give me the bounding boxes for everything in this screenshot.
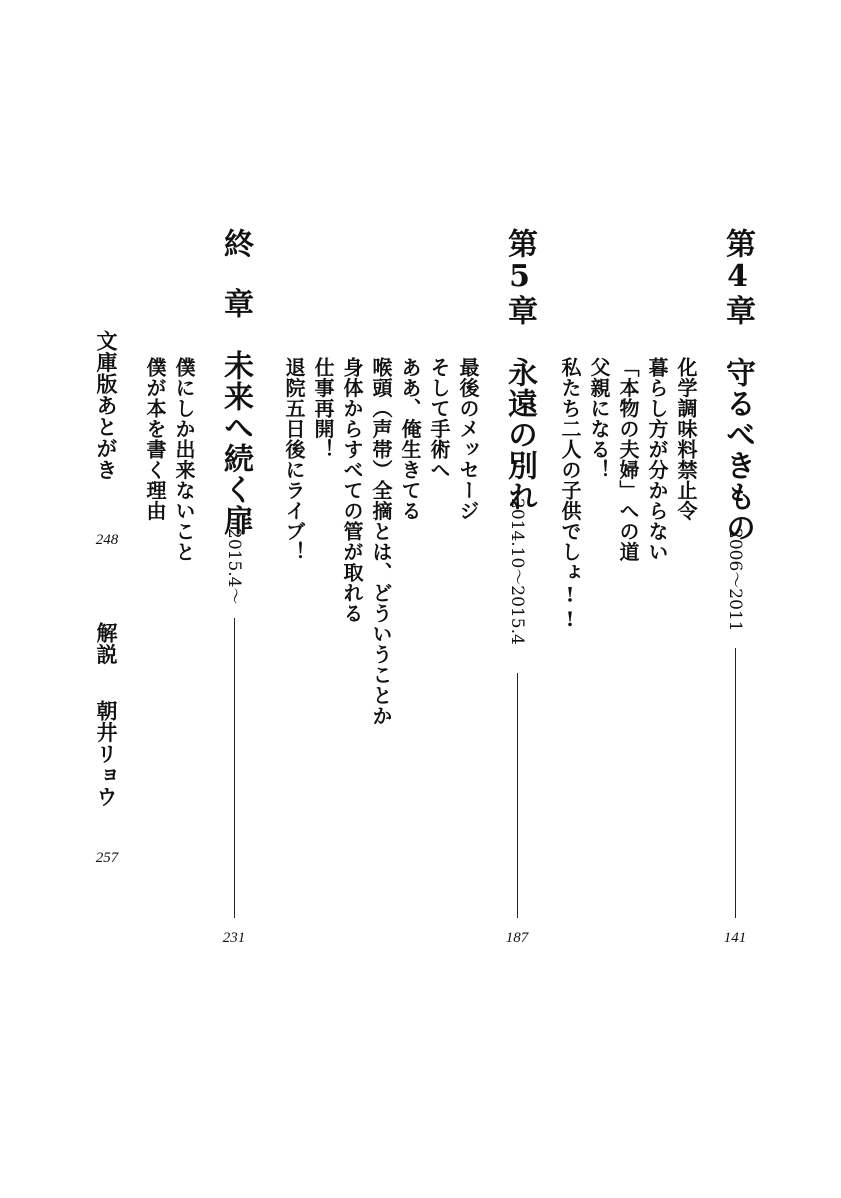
afterword-label: 文庫版あとがき bbox=[94, 330, 119, 481]
chapter-4-page-number: 141 bbox=[723, 930, 747, 946]
chapter-5-title: 第5章 永遠の別れ bbox=[502, 228, 537, 512]
chapter-5-item-5: 身体からすべての管が取れる bbox=[340, 357, 364, 624]
final-chapter-item-1: 僕にしか出来ないこと bbox=[172, 357, 196, 562]
chapter-5-item-7: 退院五日後にライブ！ bbox=[282, 357, 306, 562]
chapter-5-page-number: 187 bbox=[505, 930, 529, 946]
chapter-5-item-6: 仕事再開！ bbox=[311, 357, 335, 460]
final-chapter-title: 章 未来へ続く扉 bbox=[218, 288, 253, 536]
final-chapter-years: 2015.4〜 bbox=[224, 528, 244, 605]
chapter-4-item-1: 化学調味料禁止令 bbox=[674, 357, 698, 521]
final-chapter-title-prefix: 終 bbox=[218, 228, 253, 259]
final-chapter-leader-line bbox=[234, 618, 235, 918]
chapter-5-item-1: 最後のメッセージ bbox=[456, 357, 480, 521]
chapter-4-item-2: 暮らし方が分からない bbox=[645, 357, 669, 562]
chapter-4-years: 2006〜2011 bbox=[725, 528, 745, 632]
commentary-label: 解説 bbox=[94, 622, 119, 665]
chapter-5-years: 2014.10〜2015.4 bbox=[507, 498, 527, 645]
chapter-4-item-5: 私たち二人の子供でしょ!! bbox=[558, 357, 582, 632]
chapter-5-item-4: 喉頭（声帯）全摘とは、どういうことか bbox=[369, 357, 393, 726]
commentary-page-number: 257 bbox=[95, 850, 119, 866]
final-chapter-item-2: 僕が本を書く理由 bbox=[143, 357, 167, 521]
chapter-4-leader-line bbox=[735, 648, 736, 918]
chapter-5-item-2: そして手術へ bbox=[427, 357, 451, 480]
chapter-5-leader-line bbox=[517, 673, 518, 918]
chapter-4-title: 第4章 守るべきもの bbox=[720, 228, 755, 543]
commentary-author: 朝井リョウ bbox=[94, 700, 119, 808]
afterword-page-number: 248 bbox=[95, 532, 119, 548]
chapter-5-item-3: ああ、俺生きてる bbox=[398, 357, 422, 521]
final-chapter-page-number: 231 bbox=[222, 930, 246, 946]
chapter-4-item-4: 父親になる！ bbox=[587, 357, 611, 480]
chapter-4-item-3: 「本物の夫婦」への道 bbox=[616, 357, 640, 562]
